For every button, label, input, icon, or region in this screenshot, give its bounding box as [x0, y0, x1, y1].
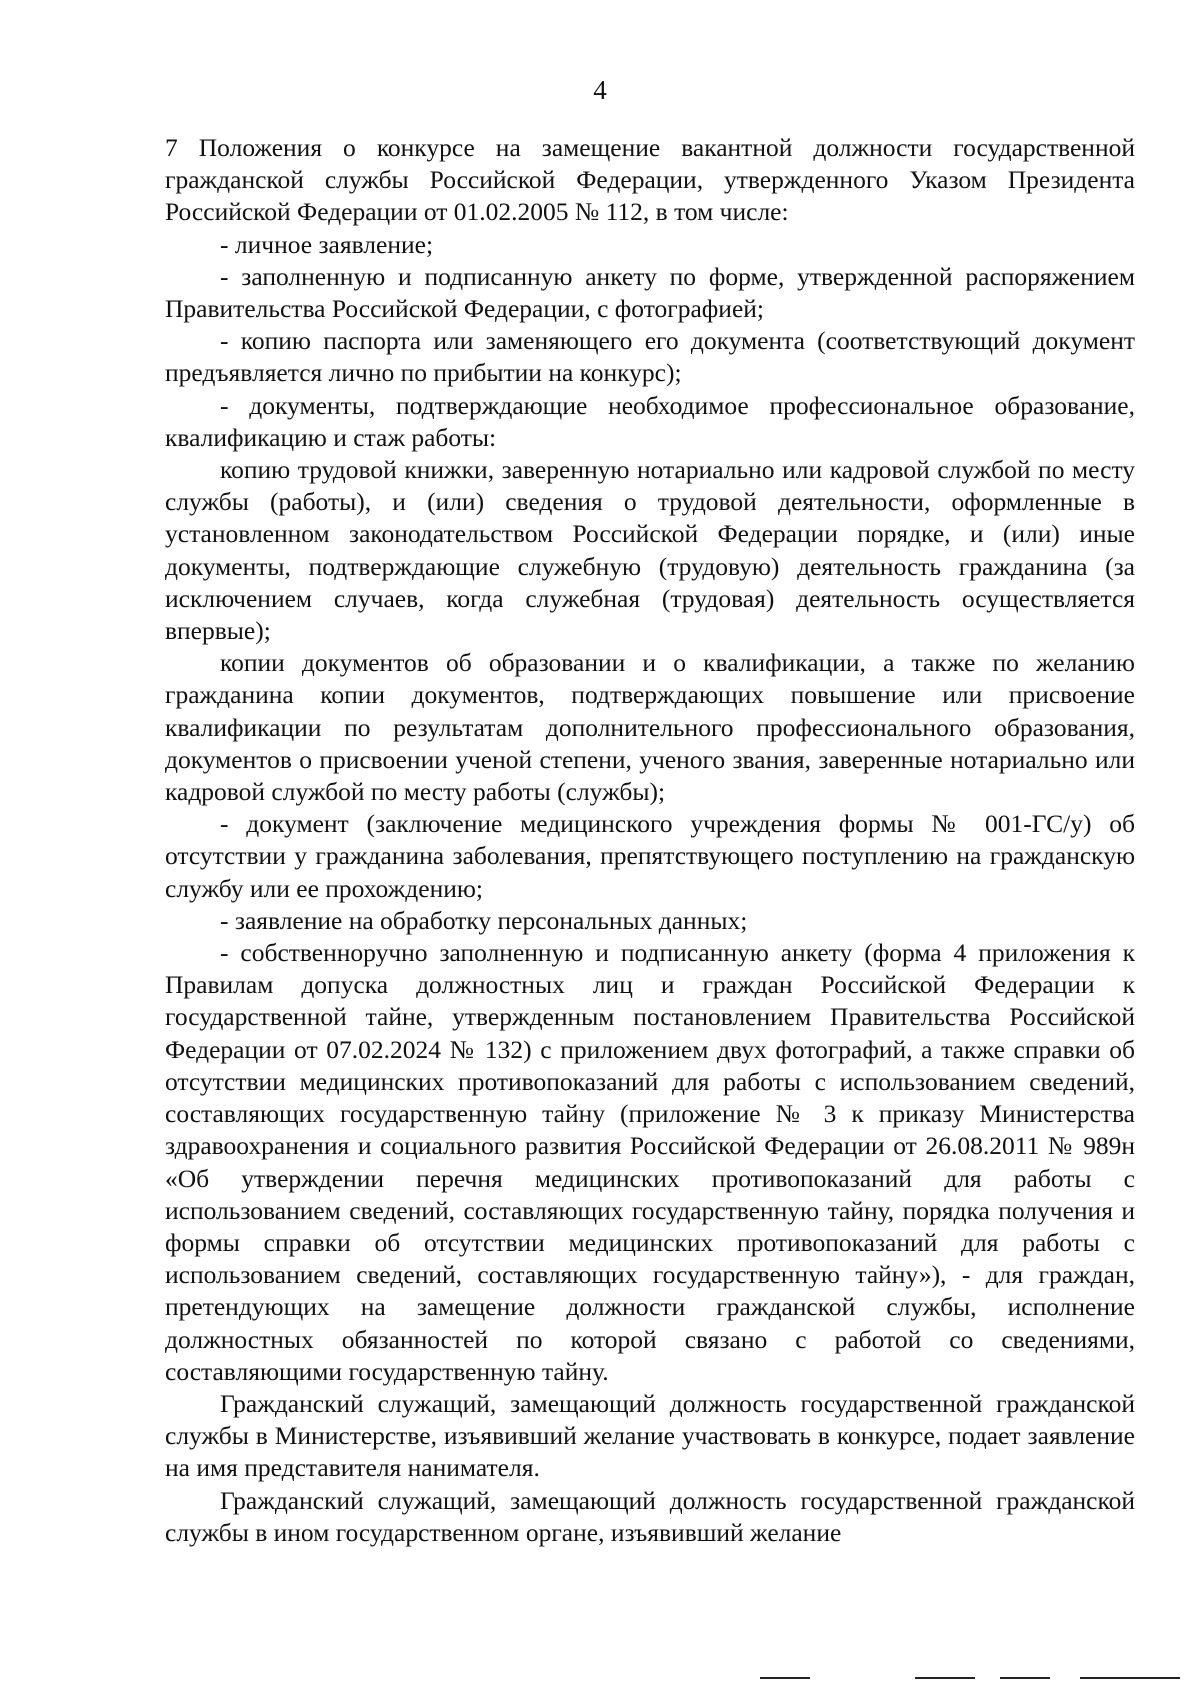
footer-scan-mark: [1000, 1677, 1050, 1679]
footer-scan-mark: [760, 1677, 810, 1679]
list-item-medical-certificate: - документ (заключение медицинского учреждения формы № 001-ГС/у) об отсутствии у гражданина заболевания, препятствующего поступлению на гражданскую службу или ее прохождению;: [165, 809, 1135, 903]
list-item-state-secret-questionnaire: - собственноручно заполненную и подписанную анкету (форма 4 приложения к Правилам допуска должностных лиц и граждан Российской Федерации к государственной тайне, утвержденным постановлением Правительства Российской Федерации от 07.02.2024 № 132) с приложением двух фотографий, а также справки об отсутствии медицинских противопоказаний для работы с использованием сведений, составляющих государственную тайну (приложение № 3 к приказу Министерства здравоохранения и социального развития Российской Федерации от 26.08.2011 № 989н «Об утверждении перечня медицинских противопоказаний для работы с использованием сведений, составляющих государственную тайну, порядка получения и формы справки об отсутствии медицинских противопоказаний для работы с использованием сведений, составляющих государственную тайну»), - для граждан, претендующих на замещение должности гражданской службы, исполнение должностных обязанностей по которой связано с работой со сведениями, составляющими государственную тайну.: [165, 938, 1135, 1386]
list-item-application: - личное заявление;: [220, 229, 434, 259]
list-item-passport-copy: - копию паспорта или заменяющего его документа (соответствующий документ предъявляется лично по прибытии на конкурс);: [165, 326, 1135, 388]
paragraph-employment-record: копию трудовой книжки, заверенную нотариально или кадровой службой по месту службы (работы), и (или) сведения о трудовой деятельности, оформленные в установленном законодательством Российской Федерации порядке, и (или) иные документы, подтверждающие служебную (трудовую) деятельность гражданина (за исключением случаев, когда служебная (трудовая) деятельность осуществляется впервые);: [165, 455, 1135, 646]
page-number: 4: [593, 75, 607, 105]
document-body: [165, 132, 1135, 1549]
list-item-questionnaire: - заполненную и подписанную анкету по форме, утвержденной распоряжением Правительства Российской Федерации, с фотографией;: [165, 261, 1135, 324]
footer-scan-mark: [915, 1677, 975, 1679]
paragraph-education-copies: копии документов об образовании и о квалификации, а также по желанию гражданина копии документов, подтверждающих повышение или присвоение квалификации по результатам дополнительного профессионального образования, документов о присвоении ученой степени, ученого звания, заверенные нотариально или кадровой службой по месту работы (службы);: [165, 648, 1135, 807]
paragraph-civil-servant-ministry: Гражданский служащий, замещающий должность государственной гражданской службы в Министерстве, изъявивший желание участвовать в конкурсе, подает заявление на имя представителя нанимателя.: [165, 1388, 1135, 1483]
footer-scan-mark: [1080, 1677, 1180, 1679]
paragraph-regulation-reference: 7 Положения о конкурсе на замещение вакантной должности государственной гражданской службы Российской Федерации, утвержденного Указом Президента Российской Федерации от 01.02.2005 № 112, в том числе:: [165, 133, 1135, 227]
list-item-personal-data-consent: - заявление на обработку персональных данных;: [220, 905, 748, 935]
list-item-education-documents: - документы, подтверждающие необходимое профессиональное образование, квалификацию и стаж работы:: [165, 390, 1135, 452]
paragraph-civil-servant-other-body: Гражданский служащий, замещающий должность государственной гражданской службы в ином государственном органе, изъявивший желание: [165, 1485, 1135, 1547]
